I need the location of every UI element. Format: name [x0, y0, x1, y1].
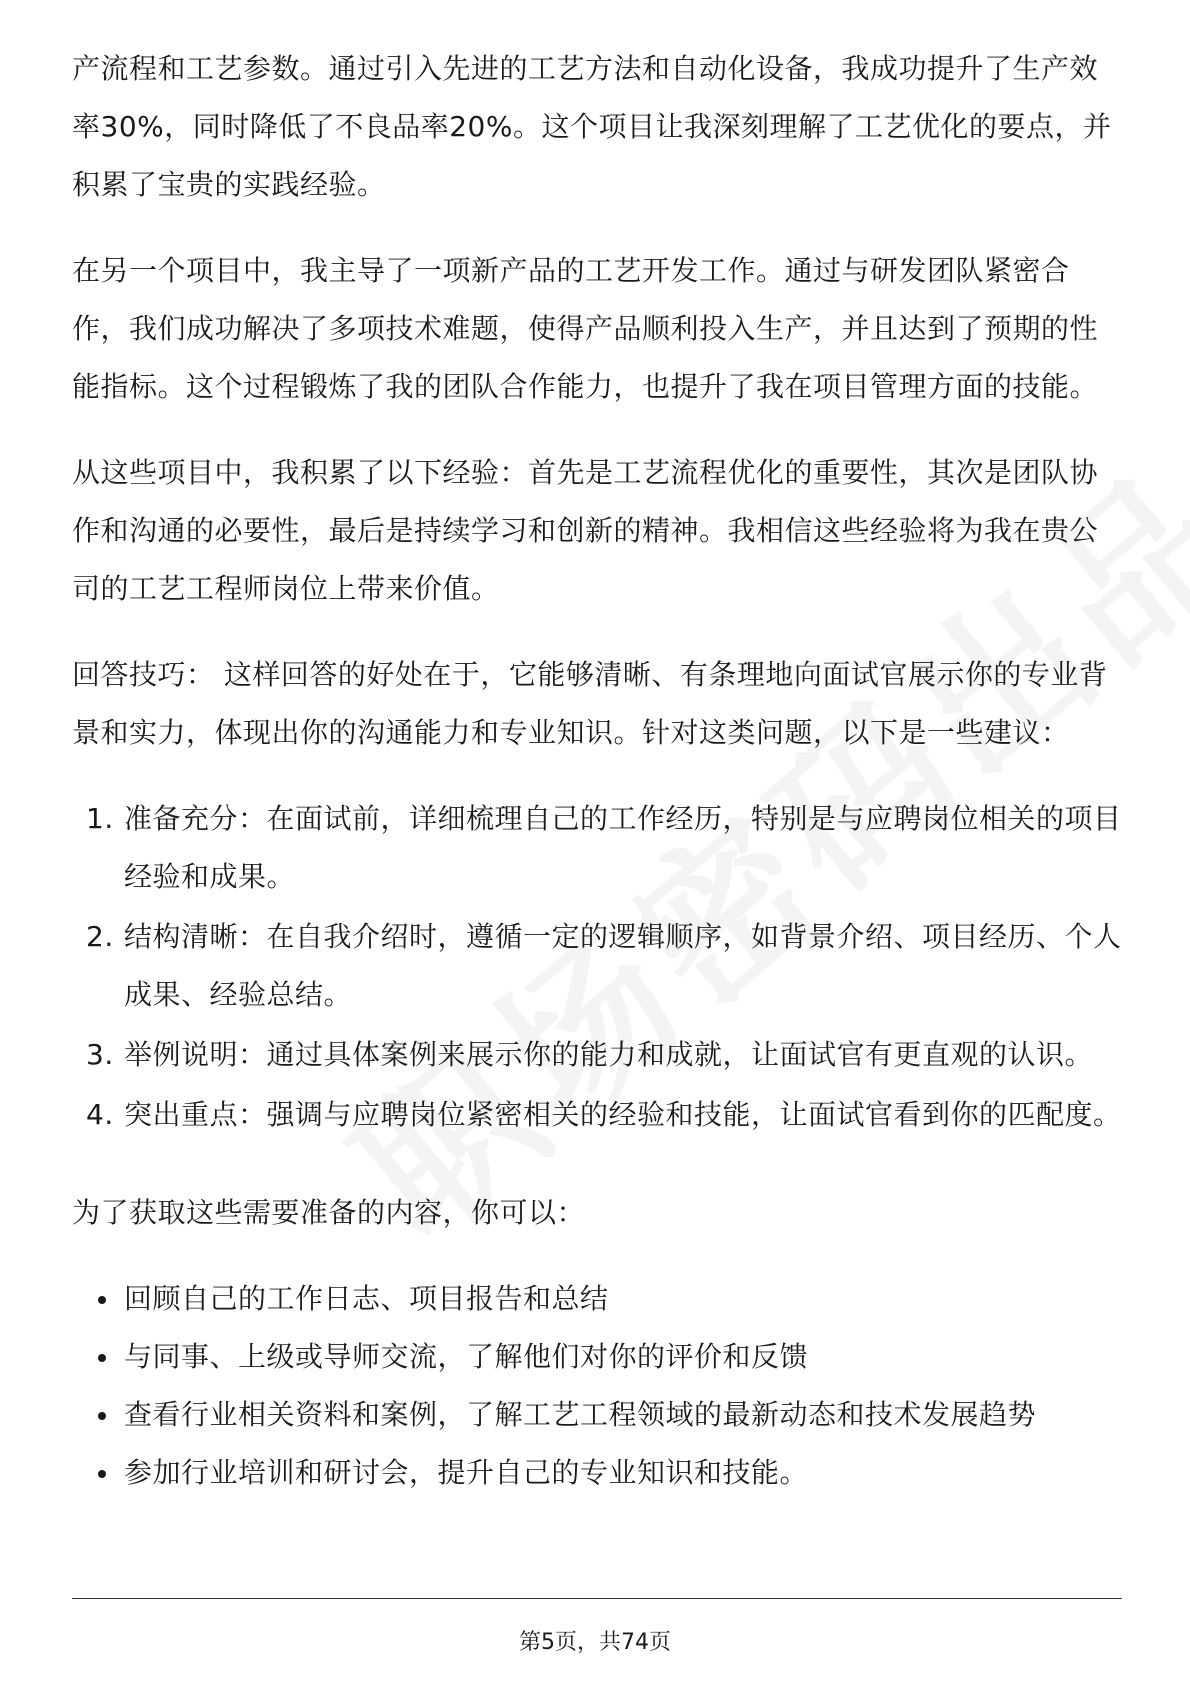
bullet-icon: [98, 1296, 106, 1304]
paragraph-answer-tips: 回答技巧： 这样回答的好处在于，它能够清晰、有条理地向面试官展示你的专业背景和实力，体现出你的沟通能力和专业知识。针对这类问题，以下是一些建议：: [72, 658, 1108, 749]
list-item-text: 结构清晰：在自我介绍时，遵循一定的逻辑顺序，如背景介绍、项目经历、个人成果、经验总结。: [124, 920, 1122, 1011]
list-number: 3.: [86, 1038, 114, 1071]
bullet-item-text: 回顾自己的工作日志、项目报告和总结: [124, 1282, 609, 1315]
bullet-item: [72, 1270, 1122, 1328]
list-item-text: 突出重点：强调与应聘岗位紧密相关的经验和技能，让面试官看到你的匹配度。: [124, 1098, 1122, 1131]
bullet-icon: [98, 1354, 106, 1362]
bullet-item: [72, 1328, 1122, 1386]
bullet-item-text: 参加行业培训和研讨会，提升自己的专业知识和技能。: [124, 1456, 809, 1489]
bullet-icon: [98, 1412, 106, 1420]
list-item: [72, 790, 1122, 906]
list-item-text: 准备充分：在面试前，详细梳理自己的工作经历，特别是与应聘岗位相关的项目经验和成果。: [124, 802, 1122, 893]
list-item: [72, 1026, 1122, 1084]
list-item: [72, 1086, 1122, 1144]
list-number: 2.: [86, 920, 114, 953]
bullet-icon: [98, 1470, 106, 1478]
paragraph-preparation: 为了获取这些需要准备的内容，你可以：: [72, 1196, 586, 1229]
preparation-list: [72, 1270, 1122, 1502]
list-number: 4.: [86, 1098, 114, 1131]
tips-list: [72, 790, 1122, 1144]
document-body: [72, 40, 1122, 1502]
list-item-text: 举例说明：通过具体案例来展示你的能力和成就，让面试官有更直观的认识。: [124, 1038, 1094, 1071]
bullet-item: [72, 1444, 1122, 1502]
list-item: [72, 908, 1122, 1024]
paragraph-2: 在另一个项目中，我主导了一项新产品的工艺开发工作。通过与研发团队紧密合作，我们成功解决了多项技术难题，使得产品顺利投入生产，并且达到了预期的性能指标。这个过程锻炼了我的团队合作能力，也提升了我在项目管理方面的技能。: [72, 254, 1099, 403]
footer-divider: [72, 1598, 1122, 1599]
bullet-item-text: 查看行业相关资料和案例，了解工艺工程领域的最新动态和技术发展趋势: [124, 1398, 1037, 1431]
list-number: 1.: [86, 802, 114, 835]
page-number: 第5页，共74页: [519, 1630, 671, 1655]
bullet-item: [72, 1386, 1122, 1444]
bullet-item-text: 与同事、上级或导师交流，了解他们对你的评价和反馈: [124, 1340, 809, 1373]
paragraph-1: 产流程和工艺参数。通过引入先进的工艺方法和自动化设备，我成功提升了生产效率30%，同时降低了不良品率20%。这个项目让我深刻理解了工艺优化的要点，并积累了宝贵的实践经验。: [72, 52, 1112, 201]
paragraph-3: 从这些项目中，我积累了以下经验：首先是工艺流程优化的重要性，其次是团队协作和沟通的必要性，最后是持续学习和创新的精神。我相信这些经验将为我在贵公司的工艺工程师岗位上带来价值。: [72, 456, 1099, 605]
